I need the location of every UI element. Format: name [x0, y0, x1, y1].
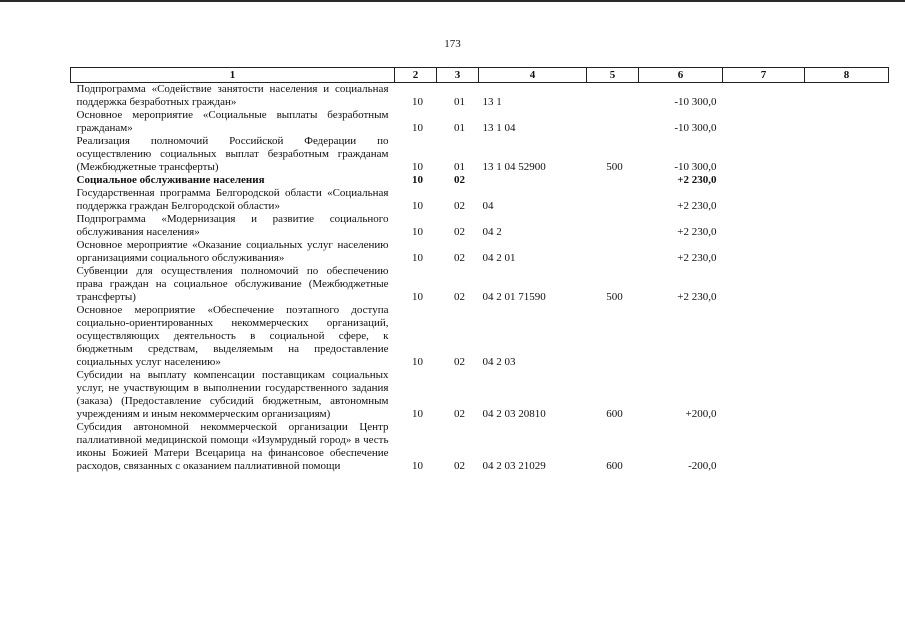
column-header-5: 5: [587, 68, 639, 83]
header-row: [71, 68, 889, 83]
amount-cell: +200,0: [685, 408, 717, 420]
row-name-cell: Субсидии на выплату компенсации поставщикам социальных услуг, не участвующим в выполнении государственного задания (заказа) (Предоставление субсидий бюджетным, автономным учреждениям и иным некоммерческим организациям): [76, 369, 389, 420]
target-article-cell: 04 2 03: [482, 356, 516, 368]
target-article-cell: 13 1 04 52900: [482, 161, 546, 173]
expense-type-cell: 500: [606, 161, 623, 173]
subsection-code-cell: 01: [454, 96, 465, 108]
empty-cell-7: [723, 239, 805, 265]
empty-cell-8: [805, 174, 889, 187]
empty-cell-8: [805, 135, 889, 174]
section-code-cell: 10: [412, 408, 423, 420]
section-code-cell: 10: [412, 252, 423, 264]
amount-cell: +2 230,0: [677, 291, 717, 303]
amount-cell: +2 230,0: [677, 200, 717, 212]
expense-type-cell: [587, 304, 639, 369]
amount-cell: -200,0: [688, 460, 717, 472]
column-header-3: 3: [437, 68, 479, 83]
table-row: [71, 421, 889, 473]
empty-cell-8: [805, 239, 889, 265]
amount-cell: +2 230,0: [677, 226, 717, 238]
empty-cell-7: [723, 304, 805, 369]
row-name-cell: Подпрограмма «Модернизация и развитие социального обслуживания населения»: [76, 213, 389, 238]
amount-cell: +2 230,0: [677, 252, 717, 264]
amount-cell: [639, 304, 723, 369]
expense-type-cell: 500: [606, 291, 623, 303]
empty-cell-7: [723, 187, 805, 213]
row-name-cell: Основное мероприятие «Социальные выплаты безработным гражданам»: [76, 109, 389, 134]
section-code-cell: 10: [412, 226, 423, 238]
expense-type-cell: [587, 174, 639, 187]
table-row: [71, 187, 889, 213]
subsection-code-cell: 02: [454, 356, 465, 368]
amount-cell: +2 230,0: [677, 174, 717, 186]
subsection-code-cell: 01: [454, 161, 465, 173]
row-name-cell: Основное мероприятие «Оказание социальных услуг населению организациями социального обслуживания»: [76, 239, 389, 264]
section-code-cell: 10: [412, 200, 423, 212]
table-row: [71, 265, 889, 304]
column-header-1: 1: [71, 68, 395, 83]
section-code-cell: 10: [412, 291, 423, 303]
subsection-code-cell: 01: [454, 122, 465, 134]
amount-cell: -10 300,0: [674, 122, 717, 134]
section-code-cell: 10: [412, 96, 423, 108]
table-row: [71, 213, 889, 239]
table-body: [71, 83, 889, 474]
column-header-6: 6: [639, 68, 723, 83]
subsection-code-cell: 02: [454, 460, 465, 472]
empty-cell-7: [723, 213, 805, 239]
empty-cell-7: [723, 135, 805, 174]
expense-type-cell: [587, 239, 639, 265]
column-header-8: 8: [805, 68, 889, 83]
row-name-cell: Основное мероприятие «Обеспечение поэтапного доступа социально-ориентированных некоммерческих организаций, осуществляющих деятельность в социальной сфере, к бюджетным средствам, выделяемым на предоставление социальных услуг населению»: [76, 304, 389, 368]
subsection-code-cell: 02: [454, 200, 465, 212]
table-row: [71, 83, 889, 110]
empty-cell-8: [805, 421, 889, 473]
empty-cell-7: [723, 174, 805, 187]
amount-cell: -10 300,0: [674, 161, 717, 173]
section-code-cell: 10: [412, 460, 423, 472]
empty-cell-8: [805, 187, 889, 213]
target-article-cell: 13 1: [482, 96, 502, 108]
subsection-code-cell: 02: [454, 174, 465, 186]
expense-type-cell: 600: [606, 408, 623, 420]
expense-type-cell: 600: [606, 460, 623, 472]
target-article-cell: 13 1 04: [482, 122, 516, 134]
subsection-code-cell: 02: [454, 291, 465, 303]
budget-table: [70, 67, 889, 473]
empty-cell-8: [805, 265, 889, 304]
subsection-code-cell: 02: [454, 252, 465, 264]
row-name-cell: Субсидия автономной некоммерческой организации Центр паллиативной медицинской помощи «Изумрудный город» в честь иконы Божией Матери Всецарица на финансовое обеспечение расходов, связанных с оказанием паллиативной помощи: [76, 421, 389, 472]
subsection-code-cell: 02: [454, 226, 465, 238]
table-row: [71, 239, 889, 265]
column-header-4: 4: [479, 68, 587, 83]
subsection-code-cell: 02: [454, 408, 465, 420]
empty-cell-7: [723, 109, 805, 135]
table-row: [71, 174, 889, 187]
section-code-cell: 10: [412, 356, 423, 368]
empty-cell-7: [723, 421, 805, 473]
table-row: [71, 109, 889, 135]
row-name-cell: Государственная программа Белгородской области «Социальная поддержка граждан Белгородской области»: [76, 187, 389, 212]
target-article-cell: 04 2 01 71590: [482, 291, 546, 303]
table-row: [71, 369, 889, 421]
row-name-cell: Реализация полномочий Российской Федерации по осуществлению социальных выплат безработным гражданам (Межбюджетные трансферты): [76, 135, 389, 173]
section-code-cell: 10: [412, 122, 423, 134]
expense-type-cell: [587, 213, 639, 239]
empty-cell-8: [805, 304, 889, 369]
expense-type-cell: [587, 109, 639, 135]
page-number: 173: [444, 38, 461, 50]
column-header-2: 2: [395, 68, 437, 83]
target-article-cell: 04: [482, 200, 494, 212]
empty-cell-8: [805, 83, 889, 110]
empty-cell-7: [723, 83, 805, 110]
column-header-7: 7: [723, 68, 805, 83]
empty-cell-7: [723, 369, 805, 421]
expense-type-cell: [587, 83, 639, 110]
target-article-cell: 04 2 03 20810: [482, 408, 546, 420]
section-code-cell: 10: [412, 161, 423, 173]
row-name-cell: Подпрограмма «Содействие занятости населения и социальная поддержка безработных граждан»: [76, 83, 389, 108]
row-name-cell: Социальное обслуживание населения: [76, 174, 265, 186]
target-article-cell: 04 2 01: [482, 252, 516, 264]
amount-cell: -10 300,0: [674, 96, 717, 108]
target-article-cell: 04 2 03 21029: [482, 460, 546, 472]
table-row: [71, 135, 889, 174]
target-article-cell: [479, 174, 587, 187]
section-code-cell: 10: [412, 174, 423, 186]
empty-cell-8: [805, 213, 889, 239]
target-article-cell: 04 2: [482, 226, 502, 238]
row-name-cell: Субвенции для осуществления полномочий по обеспечению права граждан на социальное обслуживание (Межбюджетные трансферты): [76, 265, 389, 303]
table-header: [71, 68, 889, 83]
table-row: [71, 304, 889, 369]
empty-cell-8: [805, 109, 889, 135]
empty-cell-7: [723, 265, 805, 304]
top-border-line: [0, 0, 905, 2]
empty-cell-8: [805, 369, 889, 421]
expense-type-cell: [587, 187, 639, 213]
